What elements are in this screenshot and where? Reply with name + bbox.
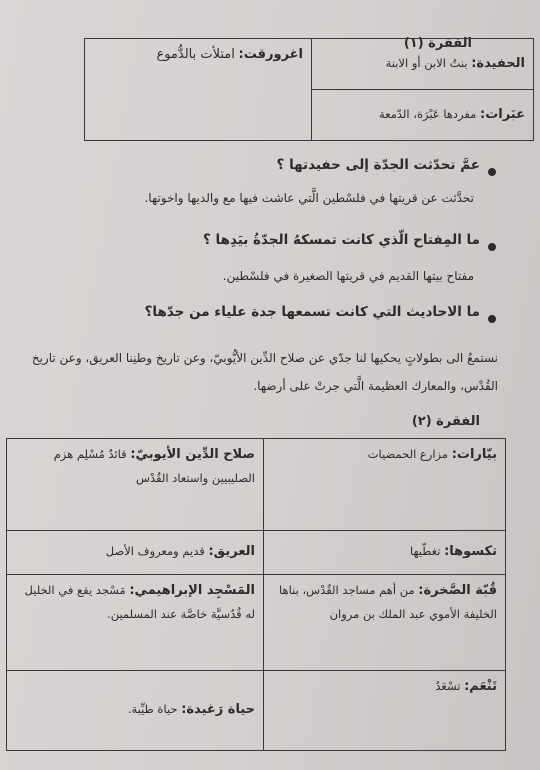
vocab-cell — [264, 671, 506, 751]
vocab-term: حياة رَغيدة: — [181, 702, 255, 718]
vocab-cell — [312, 39, 534, 90]
vocab-term: الحفيدة: — [471, 55, 525, 71]
vocab-definition: مزارع الحمضيات — [367, 447, 449, 461]
section2-heading: الفقرة (٢) — [411, 414, 480, 429]
vocab-definition: تغطّيها — [409, 544, 441, 559]
vocab-cell — [7, 439, 264, 531]
vocab-definition: قائدٌ مُسْلِم هزم الصليبيين واستعاد القُدْس — [53, 447, 255, 485]
vocab-cell — [264, 531, 506, 575]
vocab-term: تكسوها: — [444, 544, 497, 560]
question-2: ما المِفتاح الّذي كانت تمسكهُ الجدّةُ بيَدِها ؟ — [203, 232, 480, 248]
question-3: ما الاحاديث التي كانت تسمعها جدة علياء من جدّها؟ — [144, 304, 480, 320]
vocab-definition: مَسْجد يقع في الخليل له قُدُسيَّة خاصَّة عند المسلمين. — [24, 583, 255, 621]
section1-heading: الفقرة (١) — [403, 36, 472, 51]
vocab-definition: قديم ومعروف الأصل — [105, 544, 205, 559]
vocab-cell — [264, 439, 506, 531]
vocab-cell — [7, 671, 264, 751]
vocab-term: تَنْعَم: — [464, 679, 497, 694]
vocab-cell — [85, 39, 312, 141]
vocab-definition: تسْعَدُ — [435, 679, 461, 693]
question-1: عمَّ تحدّثت الجدّة إلى حفيدتها ؟ — [276, 157, 480, 173]
answer-3: نستمعُ الى بطولاتٍ يحكيها لنا جدّي عن صلاح الدِّين الأيُّوبيّ، وعن تاريخ وطنِنا العريق، وعن تاريخ القُدْس، والمعارك العظيمة الَّتي جرتْ على أرضها. — [31, 351, 498, 393]
bullet-icon — [488, 315, 496, 323]
bullet-icon — [488, 168, 496, 176]
vocab-definition: بنتُ الابن أو الابنة — [385, 55, 468, 70]
answer-1: تحدَّثت عن قريتها في فلسْطين الَّتي عاشت فيها مع والديها واخوتها. — [144, 191, 474, 205]
vocab-term: صلاح الدِّين الأيوبيّ: — [130, 447, 255, 462]
vocab-term: عبَرات: — [480, 106, 525, 122]
vocab-definition: امتلأت بالدُّموع — [156, 47, 235, 62]
vocab-term: قُبّة الصَّخرة: — [418, 583, 497, 598]
vocab-table-2 — [6, 438, 506, 751]
bullet-icon — [488, 243, 496, 251]
vocab-cell — [264, 575, 506, 671]
vocab-definition: من أهم مساجد القُدْس، بناها الخليفة الأموي عبد الملك بن مروان — [279, 583, 497, 621]
vocab-cell — [312, 90, 534, 141]
vocab-cell — [7, 575, 264, 671]
vocab-definition: حياة طيِّبة. — [127, 702, 178, 717]
vocab-cell — [7, 531, 264, 575]
vocab-term: بيّارات: — [451, 447, 497, 462]
vocab-term: المَسْجِد الإبراهيمي: — [129, 583, 255, 598]
vocab-table-1 — [84, 38, 534, 141]
vocab-term: العريق: — [208, 544, 255, 560]
answer-2: مفتاح بيتها القديم في قريتها الصغيرة في فلسْطين. — [222, 269, 474, 283]
vocab-definition: مفردها عَبْرَة، الدّمعة — [378, 106, 477, 121]
vocab-term: اغرورقت: — [238, 47, 303, 62]
